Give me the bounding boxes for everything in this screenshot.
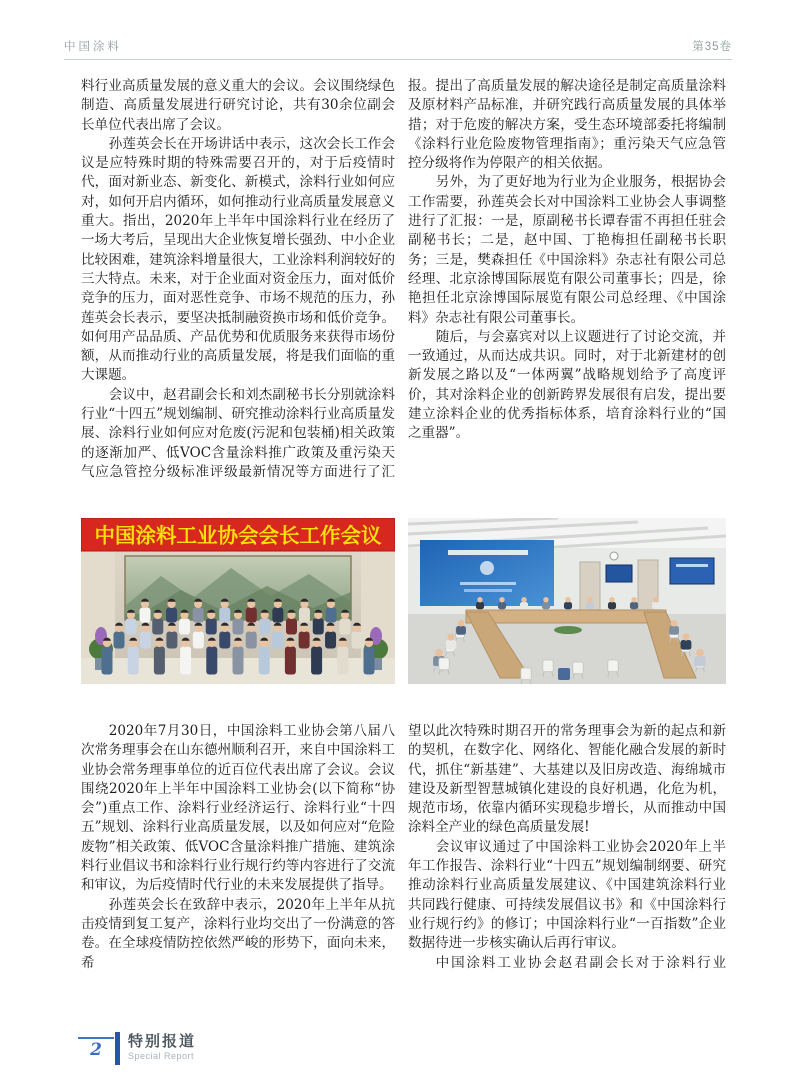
banner-title: 中国涂料工业协会会长工作会议 [94,524,382,548]
article-paragraph: 会议审议通过了中国涂料工业协会2020年上半年工作报告、涂料行业“十四五”规划编制纲要、研究推动涂料行业高质量发展建议、《中国建筑涂料行业共同践行健康、可持续发展倡议书》和《中国涂料行业行规行约》的修订；中国涂料行业“一百指数”企业数据待进一步核实确认后再行审议。 [408,838,726,952]
page-number-box [78,1037,114,1060]
lower-right-column [408,722,726,973]
article-paragraph: 孙莲英会长在致辞中表示，2020年上半年从抗击疫情到复工复产，涂料行业均交出了一份满意的答卷。在全球疫情防控依然严峻的形势下，面向未来，希 [81,896,395,971]
article-paragraph: 望以此次特殊时期召开的常务理事会为新的起点和新的契机，在数字化、网络化、智能化融合发展的新时代，抓住“新基建”、大基建以及旧房改造、海绵城市建设及新型智慧城镇化建设的良好机遇，化危为机，规范市场，依靠内循环实现稳步增长，从而推动中国涂料全产业的绿色高质量发展! [408,723,726,836]
wall-tv [670,558,714,584]
section-title-cn: 特别报道 [128,1033,197,1050]
upper-text-block [81,77,726,482]
page-number: 2 [90,1040,102,1060]
journal-title: 中国涂料 [64,41,122,53]
volume-label: 第35卷 [692,41,732,53]
wall-tv [606,565,632,582]
article-paragraph: 料行业高质量发展的意义重大的会议。会议围绕绿色制造、高质量发展进行研究讨论，共有30余位副会长单位代表出席了会议。 [81,78,395,133]
article-paragraph: 会议中，赵君副会长和刘杰副秘书长分别就涂料行业“十四五”规划编制、研究推动涂料行业高质量发展、涂料行业如何应对危废(污泥和包装桶)相关政策的逐渐加严、低VOC含量涂料推广政策及重污染天气应急管控分级标准评级最新情况等方面进行了汇 [81,386,395,480]
conference-room-figure [408,518,726,684]
article-paragraph: 中国涂料工业协会赵君副会长对于涂料行业 [435,954,726,971]
lower-text-block [81,722,726,973]
wall-clock [610,552,618,560]
article-paragraph: 另外，为了更好地为行业为企业服务，根据协会工作需要，孙莲英会长对中国涂料工业协会人事调整进行了汇报：一是，原副秘书长谭春雷不再担任驻会副秘书长；二是，赵中国、丁艳梅担任副秘书长职务；三是，樊森担任《中国涂料》杂志社有限公司总经理、北京涂博国际展览有限公司董事长；四是，徐艳担任北京涂博国际展览有限公司总经理、《中国涂料》杂志社有限公司董事长。 [408,174,726,326]
article-paragraph: 孙莲英会长在开场讲话中表示，这次会长工作会议是应特殊时期的特殊需要召开的，对于后疫情时代，面对新业态、新变化、新模式，涂料行业如何应对，如何开启内循环，如何推动行业高质量发展意义重大。指出，2020年上半年中国涂料行业在经历了一场大考后，呈现出大企业恢复增长强劲、中小企业比较困难，建筑涂料增量很大，工业涂料利润较好的三大特点。未来，对于企业面对资金压力，面对低价竞争的压力，面对恶性竞争、市场不规范的压力，孙莲英会长表示，要坚决抵制融资换市场和低价竞争。如何用产品品质、产品优势和优质服务来获得市场份额，从而推动行业的高质量发展，将是我们面临的重大课题。 [81,135,395,384]
upper-left-column [81,77,395,482]
tv-text-line [676,564,708,567]
footer-section-titles [128,1030,196,1062]
footer-accent-bar [115,1032,120,1065]
lower-left-column [81,722,395,973]
article-paragraph: 报。提出了高质量发展的解决途径是制定高质量涂料及原材料产品标准，并研究践行高质量发展的具体举措；对于危废的解决方案，受生态环境部委托将编制《涂料行业危险废物管理指南》；重污染天气应急管控分级将作为停限产的相关依据。 [408,78,726,172]
page-footer [78,1030,196,1065]
article-paragraph: 2020年7月30日，中国涂料工业协会第八届八次常务理事会在山东德州顺利召开，来自中国涂料工业协会常务理事单位的近百位代表出席了会议。会议围绕2020年上半年中国涂料工业协会(以下简称“协会”)重点工作、涂料行业经济运行、涂料行业“十四五”规划、涂料行业高质量发展，以及如何应对“危险废物”相关政策、低VOC含量涂料推广措施、建筑涂料行业倡议书和涂料行业行规行约等内容进行了交流和审议，为后疫情时代行业的未来发展提供了指导。 [81,723,395,894]
group-photo-figure [81,518,395,684]
presentation-screen [420,540,554,606]
article-paragraph: 随后，与会嘉宾对以上议题进行了讨论交流，并一致通过，从而达成共识。同时，对于北新建材的创新发展之路以及“一体两翼”战略规划给予了高度评价，其对涂料企业的创新跨界发展很有启发，提出要建立涂料企业的优秀指标体系，培育涂料行业的“国之重器”。 [408,328,726,442]
page-header [64,38,732,60]
upper-right-column [408,77,726,482]
photo-row [81,518,726,684]
section-title-en: Special Report [128,1051,195,1061]
